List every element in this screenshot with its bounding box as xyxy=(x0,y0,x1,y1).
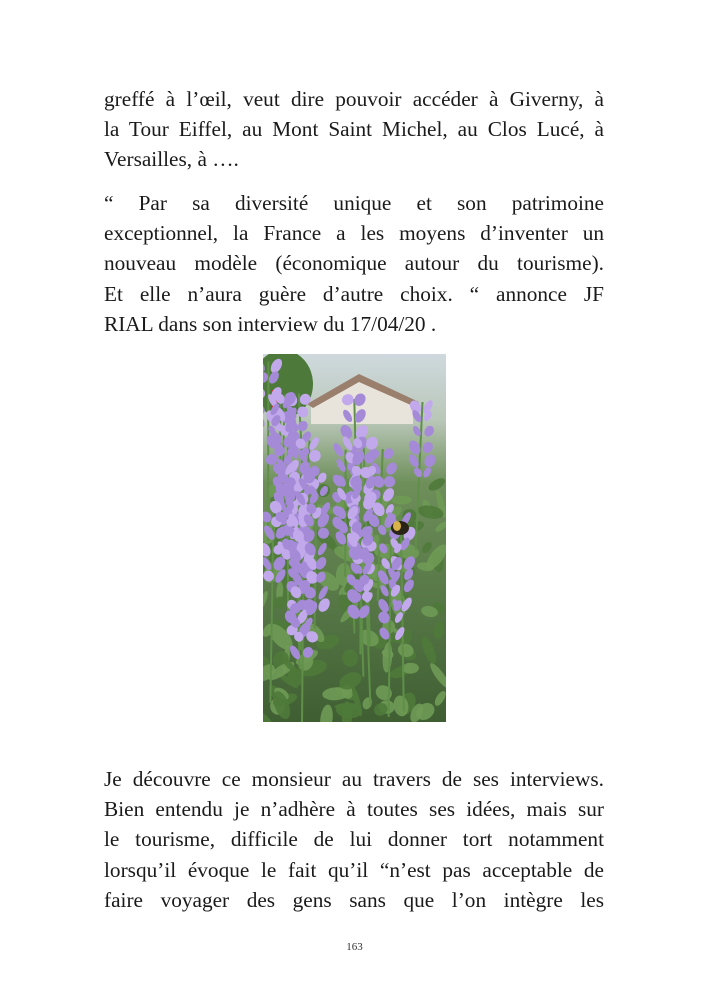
page-number: 163 xyxy=(346,941,363,953)
flower-image-icon xyxy=(263,354,446,722)
text-line: Versailles, à …. xyxy=(104,147,239,172)
lavender-sage-photo xyxy=(263,354,446,722)
text-line: “ Par sa diversité unique et son patrimoine xyxy=(104,191,604,215)
text-line: RIAL dans son interview du 17/04/20 . xyxy=(104,311,437,336)
text-line: exceptionnel, la France a les moyens d’inventer un xyxy=(104,221,604,246)
text-line: nouveau modèle (économique autour du tourisme). xyxy=(104,251,604,276)
paragraph-3 xyxy=(104,764,604,915)
text-line: Je découvre ce monsieur au travers de ses interviews. xyxy=(104,767,604,791)
text-line: Bien entendu je n’adhère à toutes ses idées, mais sur xyxy=(104,797,604,822)
text-line: greffé à l’œil, veut dire pouvoir accéder à Giverny, à xyxy=(104,87,604,111)
text-line: lorsqu’il évoque le fait qu’il “n’est pas acceptable de xyxy=(104,857,604,882)
paragraph-2-quote xyxy=(104,188,604,339)
text-line: Et elle n’aura guère d’autre choix. “ annonce JF xyxy=(104,281,604,306)
text-line: la Tour Eiffel, au Mont Saint Michel, au Clos Lucé, à xyxy=(104,117,604,142)
paragraph-1 xyxy=(104,84,604,175)
text-line: le tourisme, difficile de lui donner tort notamment xyxy=(104,827,604,852)
text-line: faire voyager des gens sans que l’on intègre les xyxy=(104,887,604,912)
